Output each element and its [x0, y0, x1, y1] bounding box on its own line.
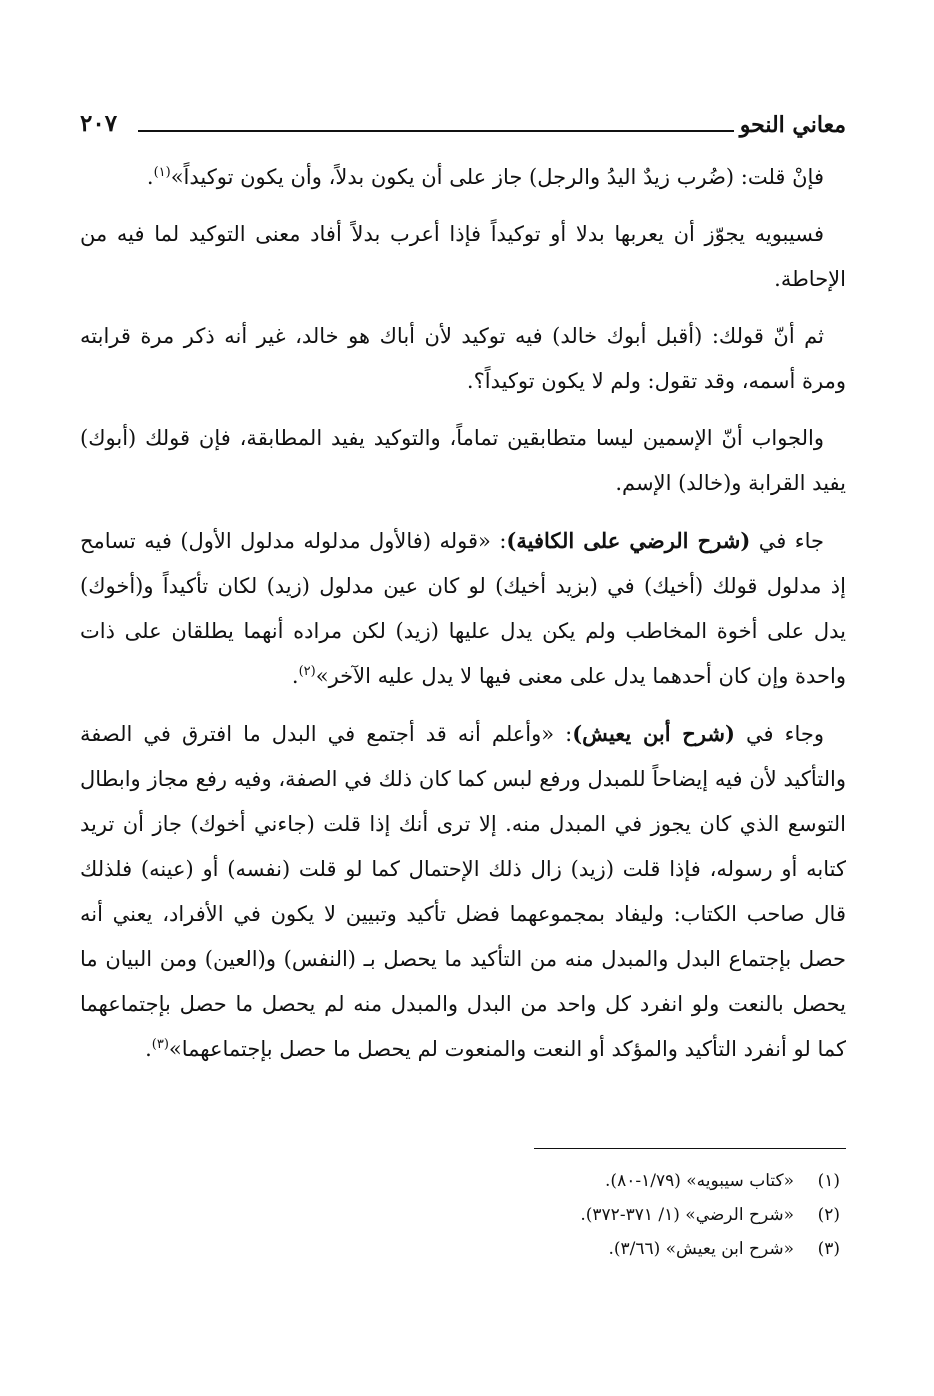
paragraph-5: [80, 518, 846, 699]
paragraph-text: : «وأعلم أنه قد أجتمع في البدل ما افترق في الصفة والتأكيد لأن فيه إيضاحاً للمبدل ورفع لبس كما كان ذلك في الصفة، وفيه رفع مجاز وابطال التوسع الذي كان يجوز في المبدل منه. إلا ترى أنك إذا قلت (جاءني أخوك) جاز أن تريد كتابه أو رسوله، فإذا قلت (زيد) زال ذلك الإحتمال كما لو قلت (نفسه) أو (عينه) فلذلك قال صاحب الكتاب: وليفاد بمجموعهما فضل تأكيد وتبيين لا يكون في الأفراد، يعني أنه حصل بإجتماع البدل والمبدل منه من التأكيد ما يحصل بـ (النفس) و(العين) ومن البيان ما يحصل بالنعت ولو انفرد كل واحد من البدل والمبدل منه لم يحصل ما حصل بإجتماعهما كما لو أنفرد التأكيد والمؤكد أو النعت والمنعوت لم يحصل ما حصل بإجتماعهما»: [80, 722, 846, 1061]
footnote-ref: (١): [153, 165, 171, 180]
footnote-number: (٢): [817, 1205, 840, 1225]
page-number: ٢٠٧: [80, 110, 118, 137]
footnote-rule: [534, 1148, 846, 1149]
footnote: [80, 1232, 846, 1266]
source-title: (شرح الرضي على الكافية): [506, 528, 751, 553]
running-title: معاني النحو: [739, 112, 846, 138]
paragraph-6: [80, 711, 846, 1072]
paragraph-text: فإنْ قلت: (ضُرب زيدٌ اليدُ والرجل) جاز على أن يكون بدلاً، وأن يكون توكيداً»: [170, 165, 824, 189]
body-text: [80, 155, 846, 1084]
footnote-number: (٣): [817, 1239, 840, 1259]
paragraph-text: ثم أنّ قولك: (أقبل أبوك خالد) فيه توكيد لأن أباك هو خالد، غير أنه ذكر مرة قرابته ومرة أسمه، وقد تقول: ولم لا يكون توكيداً؟.: [80, 324, 846, 393]
footnote-text: «كتاب سيبويه» (١/٧٩-٨٠).: [605, 1171, 794, 1191]
paragraph-tail: .: [145, 1037, 152, 1061]
footnote-text: «شرح الرضي» (١/ ٣٧١-٣٧٢).: [580, 1205, 794, 1225]
paragraph-tail: .: [146, 165, 154, 189]
header-rule: [138, 130, 734, 132]
paragraph-lead: جاء في: [758, 529, 824, 553]
footnote-number: (١): [817, 1171, 840, 1191]
paragraph-1: [80, 155, 846, 200]
paragraph-text: : «قوله (فالأول مدلوله مدلول الأول) فيه تسامح إذ مدلول قولك (أخيك) في (بزيد أخيك) لو كان عين مدلول (زيد) لكان تأكيداً و(أخوك) يدل على أخوة المخاطب ولم يكن يدل عليها (زيد) لكن مراده أنهما يطلقان على ذات واحدة وإن كان أحدهما يدل على معنى فيها لا يدل عليه الآخر»: [80, 529, 846, 688]
footnotes: [80, 1164, 846, 1266]
footnote: [80, 1198, 846, 1232]
footnote-ref: (٣): [151, 1037, 169, 1052]
paragraph-lead: وجاء في: [746, 722, 824, 746]
paragraph-text: والجواب أنّ الإسمين ليسا متطابقين تماماً، والتوكيد يفيد المطابقة، فإن قولك (أبوك) يفيد القرابة و(خالد) الإسم.: [80, 426, 846, 495]
paragraph-2: [80, 212, 846, 302]
paragraph-3: [80, 314, 846, 404]
paragraph-4: [80, 416, 846, 506]
paragraph-tail: .: [291, 664, 299, 688]
source-title: (شرح أبن يعيش): [572, 721, 735, 746]
paragraph-text: فسيبويه يجوّز أن يعربها بدلا أو توكيداً فإذا أعرب بدلاً أفاد معنى التوكيد لما فيه من الإحاطة.: [80, 222, 846, 291]
footnote: [80, 1164, 846, 1198]
footnote-text: «شرح ابن يعيش» (٣/٦٦).: [608, 1239, 794, 1259]
page-header: [80, 108, 846, 148]
footnote-ref: (٢): [298, 664, 316, 679]
